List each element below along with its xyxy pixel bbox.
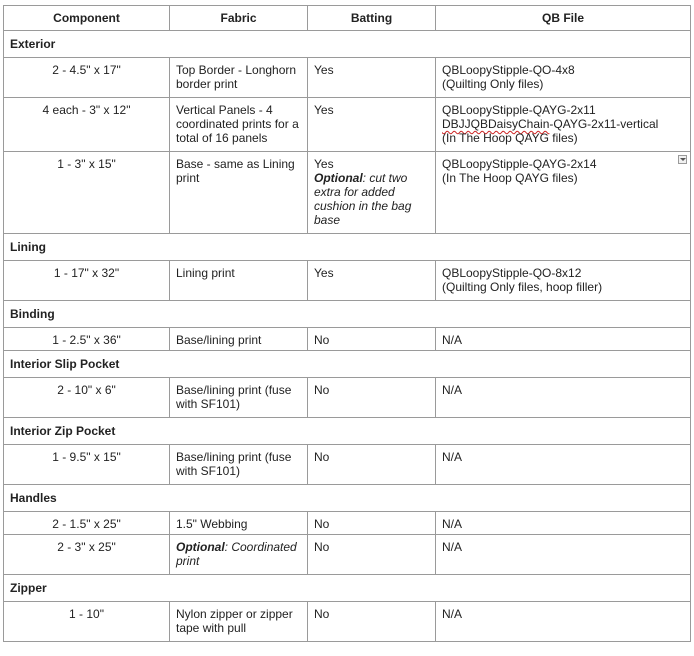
batting-note [314,171,411,227]
cell-component: 4 each - 3" x 12" [4,98,170,152]
qb-file-name-2 [442,117,684,131]
cell-fabric: Base/lining print (fuse with SF101) [170,378,308,418]
qb-file-note: (Quilting Only files) [442,77,544,91]
cell-qb-file [436,261,691,301]
cell-batting: No [308,378,436,418]
cell-fabric: Base/lining print (fuse with SF101) [170,445,308,485]
header-row [4,6,691,31]
table-row [4,602,691,642]
section-lining: Lining [4,234,691,261]
cell-fabric [170,535,308,575]
table-row [4,58,691,98]
materials-table [3,5,691,642]
qb-file-note: (Quilting Only files, hoop filler) [442,280,603,294]
section-row [4,575,691,602]
header-fabric: Fabric [170,6,308,31]
cell-batting: No [308,535,436,575]
fabric-note-text: : Coordinated print [176,540,297,568]
table-row [4,445,691,485]
dropdown-arrow-icon[interactable] [678,155,687,164]
section-row [4,31,691,58]
cell-component: 1 - 17" x 32" [4,261,170,301]
section-binding: Binding [4,301,691,328]
cell-qb-file [436,98,691,152]
cell-fabric: Base/lining print [170,328,308,351]
qb-file-name: QBLoopyStipple-QAYG-2x14 [442,157,597,171]
cell-batting: Yes [308,58,436,98]
section-row [4,485,691,512]
table-row [4,98,691,152]
cell-qb-file: N/A [436,512,691,535]
cell-fabric: Vertical Panels - 4 coordinated prints for a total of 16 panels [170,98,308,152]
cell-fabric: Base - same as Lining print [170,152,308,234]
section-handles: Handles [4,485,691,512]
section-row [4,301,691,328]
cell-component: 2 - 1.5" x 25" [4,512,170,535]
cell-component: 1 - 10" [4,602,170,642]
cell-qb-file: N/A [436,328,691,351]
cell-batting: No [308,328,436,351]
section-row [4,234,691,261]
cell-fabric: 1.5" Webbing [170,512,308,535]
section-row [4,418,691,445]
qb-file-name: QBLoopyStipple-QAYG-2x11 [442,103,596,117]
cell-qb-file [436,152,691,234]
cell-component: 1 - 9.5" x 15" [4,445,170,485]
cell-component: 2 - 3" x 25" [4,535,170,575]
cell-batting: No [308,512,436,535]
cell-qb-file: N/A [436,378,691,418]
qb-file-note: (In The Hoop QAYG files) [442,171,578,185]
cell-component: 2 - 4.5" x 17" [4,58,170,98]
cell-batting: Yes [308,98,436,152]
qb-file-name: QBLoopyStipple-QO-4x8 [442,63,575,77]
table-row [4,152,691,234]
section-zipper: Zipper [4,575,691,602]
header-batting: Batting [308,6,436,31]
header-component: Component [4,6,170,31]
spellcheck-word: DBJJQBDaisyChain [442,117,550,131]
qb-file-note: (In The Hoop QAYG files) [442,131,578,145]
table-row [4,378,691,418]
cell-component: 2 - 10" x 6" [4,378,170,418]
cell-component: 1 - 2.5" x 36" [4,328,170,351]
cell-qb-file [436,58,691,98]
cell-qb-file: N/A [436,602,691,642]
cell-batting: No [308,445,436,485]
table-row [4,261,691,301]
cell-fabric: Lining print [170,261,308,301]
table-row [4,535,691,575]
section-interior-zip-pocket: Interior Zip Pocket [4,418,691,445]
cell-batting: No [308,602,436,642]
cell-fabric: Top Border - Longhorn border print [170,58,308,98]
table-row [4,328,691,351]
cell-batting [308,152,436,234]
table-row [4,512,691,535]
section-interior-slip-pocket: Interior Slip Pocket [4,351,691,378]
optional-label: Optional [314,171,363,185]
batting-value: Yes [314,157,334,171]
qb-file-suffix: -QAYG-2x11-vertical [549,117,659,131]
cell-batting: Yes [308,261,436,301]
batting-note-text: : cut two extra for added cushion in the bag base [314,171,412,227]
optional-label: Optional [176,540,225,554]
section-exterior: Exterior [4,31,691,58]
cell-qb-file: N/A [436,535,691,575]
cell-qb-file: N/A [436,445,691,485]
cell-component: 1 - 3" x 15" [4,152,170,234]
header-qb-file: QB File [436,6,691,31]
section-row [4,351,691,378]
cell-fabric: Nylon zipper or zipper tape with pull [170,602,308,642]
qb-file-name: QBLoopyStipple-QO-8x12 [442,266,582,280]
